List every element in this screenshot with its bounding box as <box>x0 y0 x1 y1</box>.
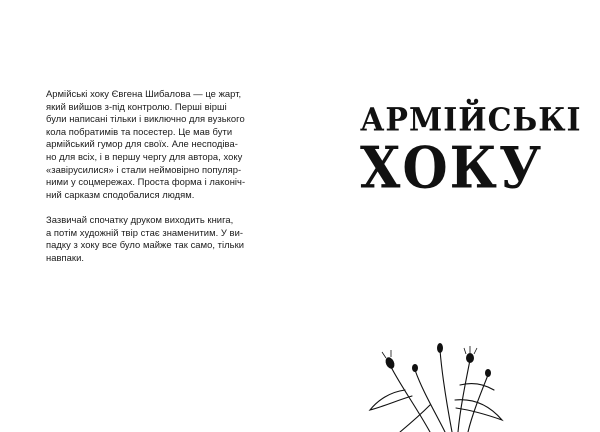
text-line: який вийшов з-під контролю. Перші вірші <box>46 100 227 112</box>
text-line: а потім художній твір стає знаменитим. У ви- <box>46 226 244 238</box>
flower-sketch-illustration <box>360 330 510 432</box>
book-title <box>360 102 582 202</box>
title-line-1: АРМІЙСЬКІ <box>360 102 582 139</box>
intro-paragraph-1 <box>46 88 286 201</box>
text-line: Армійські хоку Євгена Шибалова — це жарт, <box>46 88 242 99</box>
text-line: но для всіх, і в першу чергу для автора, хоку <box>46 150 243 162</box>
text-line: армійський гумор для своїх. Але несподіва- <box>46 138 238 150</box>
text-line: ний сарказм сподобалися людям. <box>46 188 195 200</box>
text-line: навпаки. <box>46 251 85 263</box>
text-line: були написані тільки і виключно для вузького <box>46 113 245 125</box>
title-line-2: ХОКУ <box>360 134 544 202</box>
text-line: падку з хоку все було майже так само, тільки <box>46 239 245 251</box>
text-line: кола побратимів та посестер. Це мав бути <box>46 125 233 137</box>
intro-paragraph-2 <box>46 214 286 264</box>
text-line: Зазвичай спочатку друком виходить книга, <box>46 213 234 225</box>
intro-text-block <box>46 88 286 277</box>
text-line: ними у соцмережах. Проста форма і лаконіч- <box>46 176 246 188</box>
text-line: «завірусилися» і стали неймовірно популяр- <box>46 163 242 175</box>
